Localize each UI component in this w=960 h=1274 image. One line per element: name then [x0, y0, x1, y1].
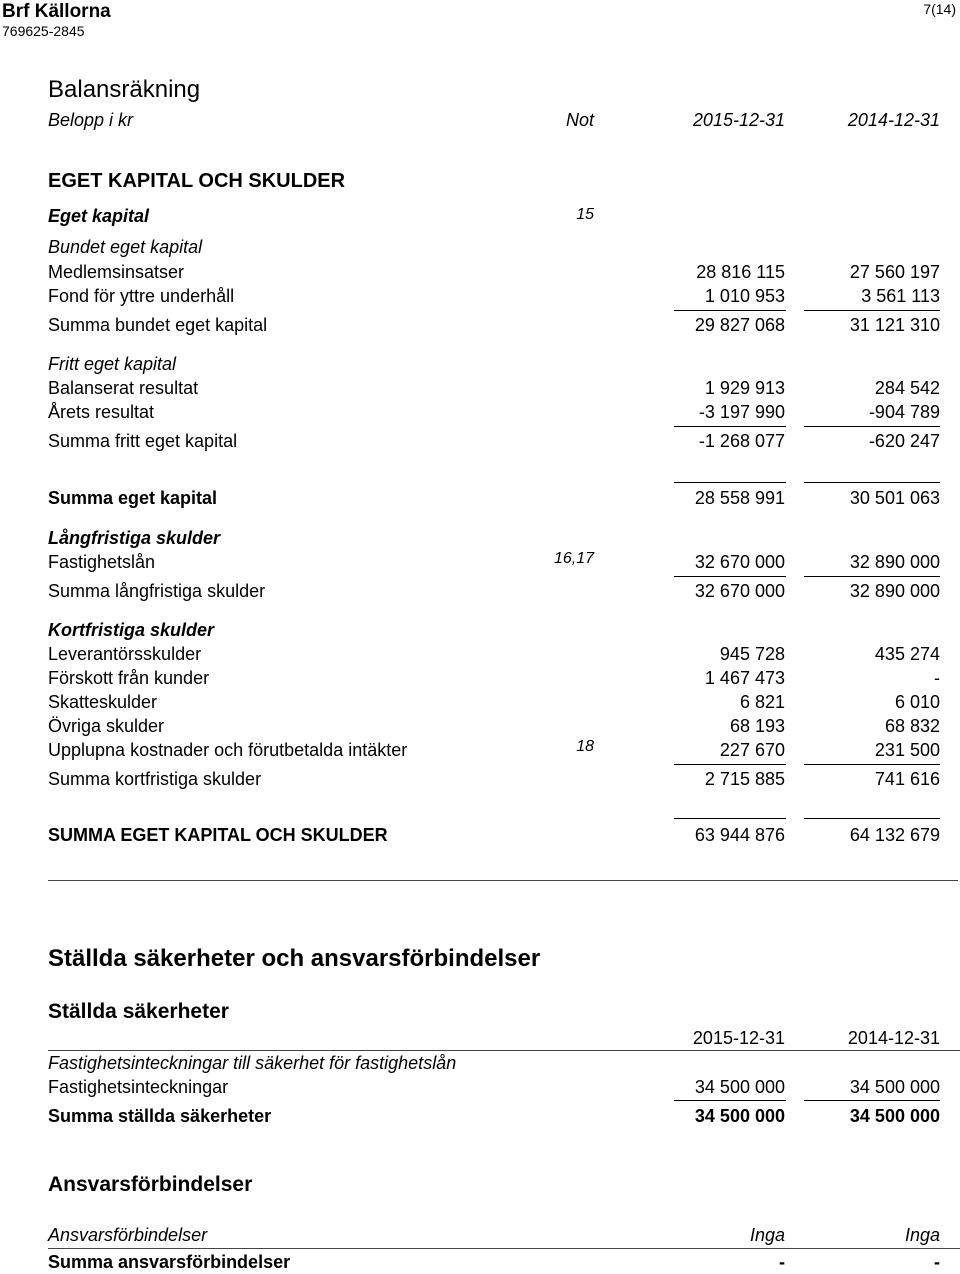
- year2-column-header: 2014-12-31: [847, 110, 940, 130]
- contingent-title: Ansvarsförbindelser: [48, 1173, 253, 1196]
- contingent-total-row: Summa ansvarsförbindelser - -: [48, 1252, 940, 1272]
- organization-name: Brf Källorna: [2, 1, 111, 22]
- balance-row: Upplupna kostnader och förutbetalda intäkter 18 227 670 231 500: [48, 738, 940, 760]
- subtotal-rule: [804, 576, 940, 577]
- balance-row: Fastighetsinteckningar 34 500 000 34 500 000: [48, 1077, 940, 1097]
- note-column-header: Not: [565, 110, 594, 130]
- total-rule: [804, 482, 940, 483]
- subtotal-row: Summa kortfristiga skulder 2 715 885 741 616: [48, 769, 940, 789]
- subtotal-row: Summa fritt eget kapital -1 268 077 -620 247: [48, 431, 940, 451]
- subtotal-rule: [674, 426, 786, 427]
- total-equity-row: Summa eget kapital 28 558 991 30 501 063: [48, 488, 940, 508]
- note-reference: 15: [576, 206, 594, 223]
- subtotal-rule: [674, 1100, 786, 1101]
- amount-unit-label: Belopp i kr: [48, 110, 134, 130]
- restricted-equity-heading: Bundet eget kapital: [48, 237, 203, 257]
- contingent-row: Ansvarsförbindelser Inga Inga: [48, 1225, 940, 1245]
- grand-total-row: SUMMA EGET KAPITAL OCH SKULDER 63 944 876 64 132 679: [48, 825, 940, 845]
- balance-row: Årets resultat -3 197 990 -904 789: [48, 402, 940, 422]
- pledged-subtitle: Ställda säkerheter: [48, 1000, 229, 1023]
- pledged-group-heading: Fastighetsinteckningar till säkerhet för fastighetslån: [48, 1053, 457, 1073]
- page-number: 7(14): [923, 1, 956, 17]
- pledged-section-title: Ställda säkerheter och ansvarsförbindelser: [48, 945, 541, 972]
- subtotal-rule: [674, 310, 786, 311]
- balance-row: Förskott från kunder 1 467 473 -: [48, 668, 940, 688]
- subtotal-rule: [674, 764, 786, 765]
- note-reference: 16,17: [553, 550, 594, 567]
- balance-row: Leverantörsskulder 945 728 435 274: [48, 644, 940, 664]
- balance-sheet-title: Balansräkning: [48, 76, 201, 103]
- section-title: EGET KAPITAL OCH SKULDER: [48, 170, 346, 192]
- subtotal-rule: [674, 576, 786, 577]
- balance-row: Skatteskulder 6 821 6 010: [48, 692, 940, 712]
- organization-number: 769625-2845: [2, 23, 85, 39]
- balance-row: Fastighetslån 16,17 32 670 000 32 890 000: [48, 550, 940, 572]
- section-divider: [48, 880, 958, 881]
- subtotal-rule: [804, 1100, 940, 1101]
- pledged-column-header-row: [48, 1028, 940, 1050]
- balance-row: Övriga skulder 68 193 68 832: [48, 716, 940, 736]
- total-rule: [804, 818, 940, 819]
- header-rule: [48, 1050, 960, 1051]
- note-reference: 18: [576, 738, 594, 755]
- subtotal-rule: [804, 426, 940, 427]
- balance-row: Balanserat resultat 1 929 913 284 542: [48, 378, 940, 398]
- header-rule: [48, 1248, 960, 1249]
- pledged-total-row: Summa ställda säkerheter 34 500 000 34 500 000: [48, 1106, 940, 1126]
- year1-column-header: 2015-12-31: [692, 1028, 785, 1048]
- short-term-liabilities-heading: Kortfristiga skulder: [48, 620, 215, 640]
- subtotal-rule: [804, 310, 940, 311]
- equity-heading-row: Eget kapital 15: [48, 206, 594, 226]
- subtotal-row: Summa bundet eget kapital 29 827 068 31 121 310: [48, 315, 940, 335]
- balance-row: Fond för yttre underhåll 1 010 953 3 561 113: [48, 286, 940, 306]
- year1-column-header: 2015-12-31: [692, 110, 785, 130]
- free-equity-heading: Fritt eget kapital: [48, 354, 177, 374]
- subtotal-rule: [804, 764, 940, 765]
- balance-row: Medlemsinsatser 28 816 115 27 560 197: [48, 262, 940, 282]
- long-term-liabilities-heading: Långfristiga skulder: [48, 528, 221, 548]
- total-rule: [674, 482, 786, 483]
- year2-column-header: 2014-12-31: [847, 1028, 940, 1048]
- subtotal-row: Summa långfristiga skulder 32 670 000 32 890 000: [48, 581, 940, 601]
- total-rule: [674, 818, 786, 819]
- column-header-row: [48, 110, 940, 132]
